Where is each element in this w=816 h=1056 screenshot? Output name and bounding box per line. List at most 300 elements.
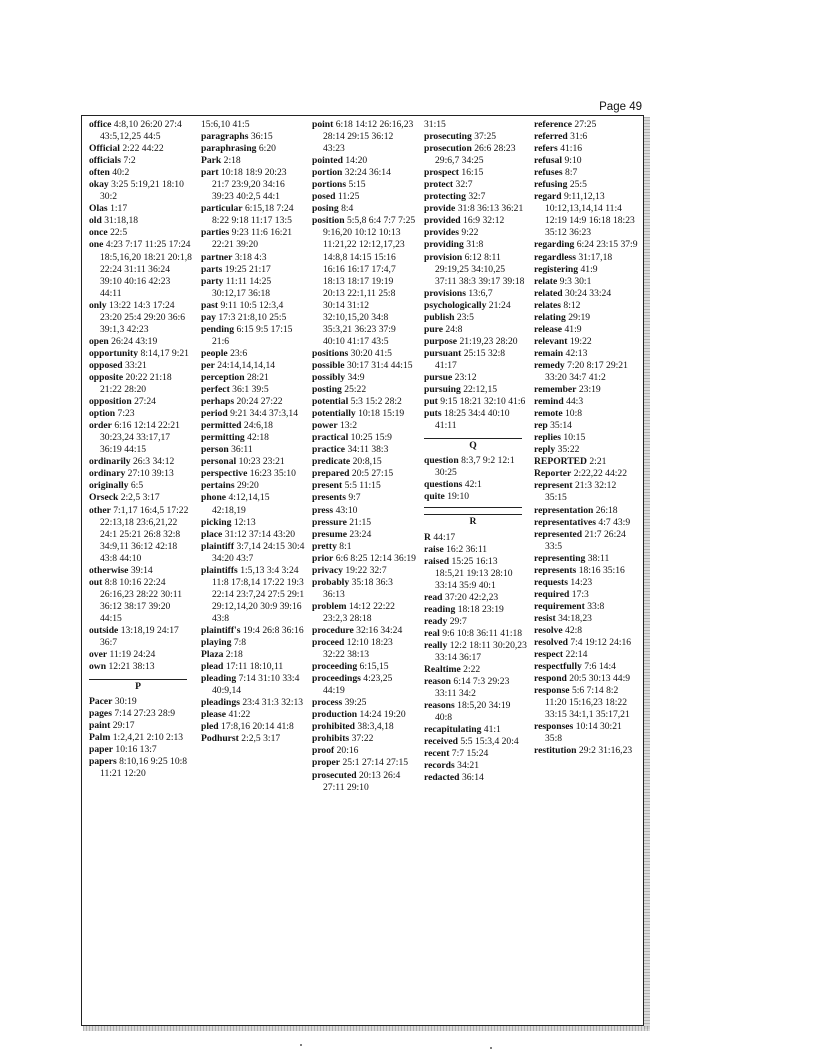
index-page-refs: 4:23 7:17 11:25 17:24 18:5,16,20 18:21 20:1,8 22:24 31:11 36:24 39:10 40:16 42:23 44:11 (100, 239, 192, 299)
index-headword: opposed (89, 359, 123, 371)
index-headword: regarding (534, 239, 575, 251)
index-page-refs: 6:20 (258, 143, 276, 155)
frame-shadow-right (644, 117, 650, 1029)
index-headword: partner (201, 251, 233, 263)
index-headword: protecting (424, 191, 466, 203)
index-entry (201, 625, 305, 637)
index-entry (534, 300, 638, 312)
index-page-refs: 34:18,23 (558, 612, 592, 624)
index-headword: originally (89, 480, 129, 492)
index-headword: restitution (534, 745, 577, 757)
index-entry (89, 336, 193, 348)
index-page-refs: 29:17 (112, 720, 135, 732)
index-headword: presents (312, 492, 346, 504)
index-headword: outside (89, 624, 119, 636)
index-headword: representatives (534, 516, 596, 528)
index-entry (424, 239, 528, 251)
index-page-refs: 10:25 15:9 (350, 432, 392, 444)
index-page-refs: 4:23,25 44:19 (323, 673, 393, 697)
index-headword: refusal (534, 155, 563, 167)
index-entry (89, 167, 193, 179)
index-entry (89, 300, 193, 336)
index-entry (312, 625, 416, 637)
index-page-refs: 19:10 (447, 491, 470, 503)
index-entry (89, 396, 193, 408)
index-entry (424, 772, 528, 784)
index-page-refs: 9:6 10:8 36:11 41:18 (442, 627, 523, 639)
index-entry (424, 167, 528, 179)
index-entry (312, 468, 416, 480)
index-page-refs: 12:10 18:23 32:22 38:13 (323, 637, 393, 661)
index-page-refs: 37:22 (351, 733, 374, 745)
index-entry (312, 372, 416, 384)
index-entry (424, 300, 528, 312)
index-headword: prosecuted (312, 769, 357, 781)
index-page-refs: 38:11 (587, 552, 610, 564)
index-page-refs: 21:15 (349, 516, 372, 528)
index-headword: provide (424, 203, 456, 215)
index-headword: related (534, 287, 563, 299)
index-entry (534, 239, 638, 251)
index-page-refs: 8:8 10:16 22:24 26:16,23 28:22 30:11 36:12 38:17 39:20 44:15 (100, 576, 182, 624)
index-headword: pressure (312, 516, 347, 528)
index-headword: remote (534, 408, 563, 420)
index-page-refs: 33:21 (125, 359, 147, 371)
index-headword: place (201, 528, 223, 540)
index-headword: received (424, 736, 458, 748)
index-page-refs: 9:23 11:6 16:21 22:21 39:20 (212, 227, 293, 251)
index-headword: requirement (534, 600, 585, 612)
index-entry (201, 203, 305, 227)
index-page-refs: 31:8 (466, 239, 484, 251)
index-headword: pretty (312, 540, 337, 552)
index-page-refs: 27:10 39:13 (127, 468, 174, 480)
index-headword: Olas (89, 203, 108, 215)
index-headword: pursuant (424, 347, 462, 359)
index-entry (89, 155, 193, 167)
index-page-refs: 31:8 36:13 36:21 (457, 203, 524, 215)
index-entry (312, 408, 416, 420)
index-headword: regard (534, 191, 562, 203)
index-headword: paragraphs (201, 131, 249, 143)
index-headword: registering (534, 263, 579, 275)
index-headword: parts (201, 263, 223, 275)
index-entry (201, 456, 305, 468)
index-page-refs: 22:5 (110, 227, 128, 239)
index-page-refs: 9:11,12,13 10:12,13,14,14 11:4 12:19 14:9 16:18 18:23 35:12 36:23 (545, 191, 635, 239)
index-entry (89, 732, 193, 744)
index-headword: otherwise (89, 564, 129, 576)
index-headword: paint (89, 720, 111, 732)
index-entry (534, 685, 638, 721)
index-page-refs: 26:18 (595, 504, 618, 516)
index-entry (201, 167, 305, 203)
index-page-refs: 20:24 27:22 (236, 396, 283, 408)
index-entry (312, 432, 416, 444)
index-headword: plead (201, 661, 224, 673)
index-headword: out (89, 576, 103, 588)
index-entry (424, 119, 528, 131)
index-headword: portions (312, 179, 347, 191)
index-headword: put (424, 396, 438, 408)
index-page-refs: 7:14 31:10 33:4 40:9,14 (212, 673, 300, 697)
index-entry (534, 517, 638, 529)
index-entry (424, 736, 528, 748)
index-headword: posed (312, 191, 336, 203)
index-entry (201, 420, 305, 432)
index-entry (534, 336, 638, 348)
index-entry (534, 577, 638, 589)
index-page-refs: 7:6 14:4 (584, 661, 616, 673)
index-entry (201, 565, 305, 625)
index-page-refs: 30:19 (114, 696, 137, 708)
index-headword: ready (424, 615, 448, 627)
index-headword: pursue (424, 371, 453, 383)
index-page-refs: 1:2,4,21 2:10 2:13 (112, 732, 184, 744)
index-entry (424, 288, 528, 300)
index-entry (201, 300, 305, 312)
index-page-refs: 20:5 27:15 (351, 468, 394, 480)
index-page-refs: 18:16 35:16 (578, 564, 625, 576)
index-entry (89, 372, 193, 396)
index-page-refs: 39:14 (130, 564, 153, 576)
index-headword: pursuing (424, 384, 461, 396)
index-headword: response (534, 685, 570, 697)
index-headword: own (89, 661, 107, 673)
index-entry (534, 468, 638, 480)
index-page-refs: 22:12,15 (463, 384, 498, 396)
index-headword: reference (534, 119, 572, 130)
index-page-refs: 8:12 (563, 299, 581, 311)
index-page-refs: 21:7 26:24 33:5 (545, 528, 626, 552)
index-entry (424, 532, 528, 544)
index-headword: reply (534, 444, 556, 456)
index-page-refs: 37:25 (474, 131, 497, 143)
index-entry (89, 661, 193, 673)
index-page-refs: 23:24 (349, 528, 372, 540)
index-headword: pleading (201, 673, 237, 685)
index-entry (534, 131, 638, 143)
index-headword: respond (534, 673, 567, 685)
index-headword: pay (201, 311, 216, 323)
index-page-refs: 16:23 35:10 (249, 468, 296, 480)
index-entry (312, 179, 416, 191)
index-page-refs: 7:4 19:12 24:16 (570, 637, 632, 649)
index-headword: quite (424, 491, 445, 503)
index-headword: only (89, 299, 107, 311)
index-headword: production (312, 709, 358, 721)
index-entry (534, 143, 638, 155)
index-page-refs: 8:10,16 9:25 10:8 11:21 12:20 (100, 756, 188, 780)
index-headword: pleadings (201, 697, 240, 709)
index-entry (424, 312, 528, 324)
index-headword: pending (201, 323, 235, 335)
index-page-refs: 33:8 (587, 600, 605, 612)
index-page-refs: 27:24 (134, 396, 156, 408)
index-entry (312, 757, 416, 769)
index-page-refs: 15:25 16:13 18:5,21 19:13 28:10 33:14 35:9 40:1 (435, 555, 513, 591)
index-page-refs: 8:14,17 9:21 (140, 347, 189, 359)
index-entry (424, 700, 528, 724)
index-page-refs: 41:1 (483, 724, 501, 736)
index-headword: records (424, 760, 455, 772)
index-headword: representing (534, 552, 586, 564)
index-entry (201, 312, 305, 324)
index-page-refs: 41:9 (564, 323, 582, 335)
index-page-refs: 32:24 36:14 (344, 167, 391, 179)
index-entry (424, 372, 528, 384)
index-page-refs: 5:5 11:15 (344, 480, 381, 492)
index-entry (89, 348, 193, 360)
index-page-refs: 36:11 (231, 444, 253, 456)
index-page-refs: 13:22 14:3 17:24 23:20 25:4 29:20 36:6 39:1,3 42:23 (100, 299, 186, 335)
index-page-refs: 41:9 (580, 263, 598, 275)
index-headword: press (312, 504, 334, 516)
index-headword: remind (534, 396, 564, 408)
index-entry (89, 408, 193, 420)
index-page-refs: 7:7 15:24 (451, 748, 489, 760)
index-headword: reason (424, 676, 452, 688)
index-page-refs: 23:6 (230, 347, 248, 359)
index-entry (312, 167, 416, 179)
index-entry (89, 708, 193, 720)
index-entry (312, 360, 416, 372)
index-entry (534, 324, 638, 336)
index-headword: Podhurst (201, 733, 239, 745)
index-entry (424, 676, 528, 700)
index-headword: portion (312, 167, 343, 179)
index-headword: prospect (424, 167, 459, 179)
index-headword: prohibits (312, 733, 350, 745)
index-entry (201, 384, 305, 396)
index-headword: provided (424, 215, 461, 227)
index-headword: probably (312, 576, 350, 588)
index-headword: respect (534, 649, 564, 661)
index-headword: perhaps (201, 396, 235, 408)
index-headword: positions (312, 347, 349, 359)
index-headword: refuses (534, 167, 563, 179)
index-entry (201, 492, 305, 516)
index-page-refs: 9:3 30:1 (559, 275, 592, 287)
index-column-3 (312, 119, 416, 794)
index-page-refs: 4:12,14,15 42:18,19 (212, 492, 270, 516)
index-entry (312, 673, 416, 697)
index-headword: party (201, 275, 224, 287)
index-headword: playing (201, 637, 232, 649)
index-entry (424, 664, 528, 676)
section-heading: R (424, 514, 522, 528)
index-page-refs: 7:8 (233, 637, 247, 649)
index-headword: Park (201, 155, 222, 167)
index-headword: person (201, 444, 229, 456)
index-page-refs: 5:6 7:14 8:2 11:20 15:16,23 18:22 33:15 34:1,1 35:17,21 (545, 685, 630, 721)
index-headword: potentially (312, 408, 356, 420)
index-page-refs: 1:5,13 3:4 3:24 11:8 17:8,14 17:22 19:3 22:14 23:7,24 27:5 29:1 29:12,14,20 30:9 39:16 43:8 (212, 564, 305, 624)
index-entry (89, 625, 193, 649)
index-entry (534, 673, 638, 685)
section-heading: P (89, 679, 187, 693)
index-entry (201, 541, 305, 565)
index-page-refs: 10:8 (565, 408, 583, 420)
index-headword: open (89, 335, 109, 347)
index-page-refs: 14:12 22:22 23:2,3 28:18 (323, 600, 395, 624)
index-entry (534, 480, 638, 504)
index-entry (201, 264, 305, 276)
index-page-refs: 13:2 (339, 420, 358, 432)
index-entry (534, 396, 638, 408)
index-entry (534, 649, 638, 661)
index-page-refs: 21:19,23 28:20 (459, 335, 518, 347)
index-headword: picking (201, 516, 232, 528)
index-headword: R (424, 531, 431, 543)
index-headword: plaintiff (201, 540, 235, 552)
index-headword: reading (424, 603, 456, 615)
index-entry (424, 131, 528, 143)
index-headword: provision (424, 251, 463, 263)
index-entry (424, 348, 528, 372)
index-entry (201, 697, 305, 709)
index-headword: ordinarily (89, 456, 131, 468)
index-headword: referred (534, 131, 568, 143)
index-page-refs: 9:10 (564, 155, 582, 167)
index-page-refs: 9:22 (461, 227, 479, 239)
index-entry (424, 604, 528, 616)
index-entry (534, 637, 638, 649)
index-headword: possibly (312, 371, 346, 383)
index-page-refs: 41:22 (228, 709, 251, 721)
index-entry (534, 384, 638, 396)
index-headword: Pacer (89, 696, 113, 708)
index-page-refs: 9:15 18:21 32:10 41:6 (440, 396, 526, 408)
index-headword: prior (312, 552, 334, 564)
index-page-refs: 31:15 (424, 119, 446, 130)
index-headword: ordinary (89, 468, 126, 480)
index-page-refs: 11:11 14:25 30:12,17 36:18 (212, 275, 272, 299)
index-page-refs: 25:5 (569, 179, 587, 191)
index-entry (89, 720, 193, 732)
index-page-refs: 36:14 (461, 772, 484, 784)
index-page-refs: 19:4 26:8 36:16 (242, 624, 304, 636)
index-entry (89, 179, 193, 203)
index-headword: often (89, 167, 110, 179)
index-page-refs: 3:18 4:3 (234, 251, 267, 263)
index-entry (534, 179, 638, 191)
index-page-refs: 42:8 (565, 624, 583, 636)
index-page-refs: 9:7 (348, 492, 361, 504)
index-headword: prohibited (312, 721, 356, 733)
index-page-refs: 29:7 (449, 615, 467, 627)
index-headword: personal (201, 456, 237, 468)
index-page-refs: 6:14 7:3 29:23 33:11 34:2 (435, 676, 510, 700)
index-entry (424, 491, 528, 503)
index-headword: resolved (534, 637, 568, 649)
index-entry (201, 227, 305, 251)
index-headword: represents (534, 564, 577, 576)
index-entry (424, 556, 528, 592)
index-entry (89, 756, 193, 780)
index-page-refs: 10:23 23:21 (238, 456, 285, 468)
index-page-refs: 3:25 5:19,21 18:10 30:2 (100, 179, 184, 203)
index-entry (312, 492, 416, 504)
index-entry (424, 640, 528, 664)
index-entry (534, 408, 638, 420)
index-headword: paper (89, 744, 113, 756)
index-entry (534, 613, 638, 625)
index-page-refs: 2:18 (223, 155, 241, 167)
index-page-refs: 25:15 32:8 41:17 (435, 347, 506, 371)
index-page-refs: 44:17 (433, 531, 456, 543)
index-entry (89, 215, 193, 227)
index-headword: relevant (534, 335, 568, 347)
index-entry (89, 119, 193, 143)
index-entry (201, 432, 305, 444)
index-entry (201, 143, 305, 155)
index-headword: puts (424, 408, 442, 420)
index-page-refs: 10:18 15:19 (358, 408, 405, 420)
index-page-refs: 6:15 9:5 17:15 21:6 (212, 323, 293, 347)
index-headword: period (201, 408, 228, 420)
index-headword: opposite (89, 371, 124, 383)
index-page-refs: 19:22 32:7 (345, 564, 387, 576)
index-page-refs: 24:14,14,14,14 (217, 359, 276, 371)
index-entry (424, 384, 528, 396)
index-entry (312, 456, 416, 468)
index-entry (89, 649, 193, 661)
index-entry (534, 529, 638, 553)
index-page-refs: 30:17 31:4 44:15 (346, 359, 413, 371)
index-headword: pertains (201, 480, 235, 492)
index-entry (201, 468, 305, 480)
index-headword: per (201, 359, 215, 371)
index-entry (89, 492, 193, 504)
index-page-refs: 19:25 21:17 (224, 263, 271, 275)
index-page-refs: 29:20 (236, 480, 259, 492)
index-page-refs: 31:12 37:14 43:20 (224, 528, 296, 540)
index-entry (312, 191, 416, 203)
index-entry (534, 553, 638, 565)
index-headword: relate (534, 275, 558, 287)
index-page-refs: 16:15 (461, 167, 484, 179)
index-page-refs: 30:20 41:5 (350, 347, 392, 359)
index-entry (534, 420, 638, 432)
index-headword: pages (89, 708, 112, 720)
index-headword: perspective (201, 468, 248, 480)
index-page-refs: 42:1 (464, 479, 482, 491)
index-page-refs: 21:3 32:12 35:15 (545, 480, 617, 504)
index-page-refs: 6:15,18 7:24 8:22 9:18 11:17 13:5 (212, 203, 294, 227)
index-page-refs: 24:6,18 (243, 420, 273, 432)
index-page-refs: 31:18,18 (104, 215, 139, 227)
index-entry (424, 628, 528, 640)
index-entry (312, 384, 416, 396)
index-entry (534, 348, 638, 360)
index-headword: one (89, 239, 104, 251)
index-headword: pure (424, 323, 444, 335)
index-page-refs: 6:24 23:15 37:9 (576, 239, 638, 251)
index-page-refs: 10:18 18:9 20:23 21:7 23:9,20 34:16 39:23 40:2,5 44:1 (212, 167, 287, 203)
index-page-refs: 8:3,7 9:2 12:1 30:25 (435, 455, 515, 479)
index-headword: prepared (312, 468, 350, 480)
index-page-refs: 25:22 (344, 384, 367, 396)
index-entry (424, 408, 528, 432)
index-headword: replies (534, 432, 562, 444)
index-headword: office (89, 119, 112, 130)
index-entry (89, 480, 193, 492)
index-entry (424, 544, 528, 556)
index-headword: remedy (534, 359, 565, 371)
index-entry (312, 601, 416, 625)
index-page-refs: 34:11 38:3 (347, 444, 389, 456)
